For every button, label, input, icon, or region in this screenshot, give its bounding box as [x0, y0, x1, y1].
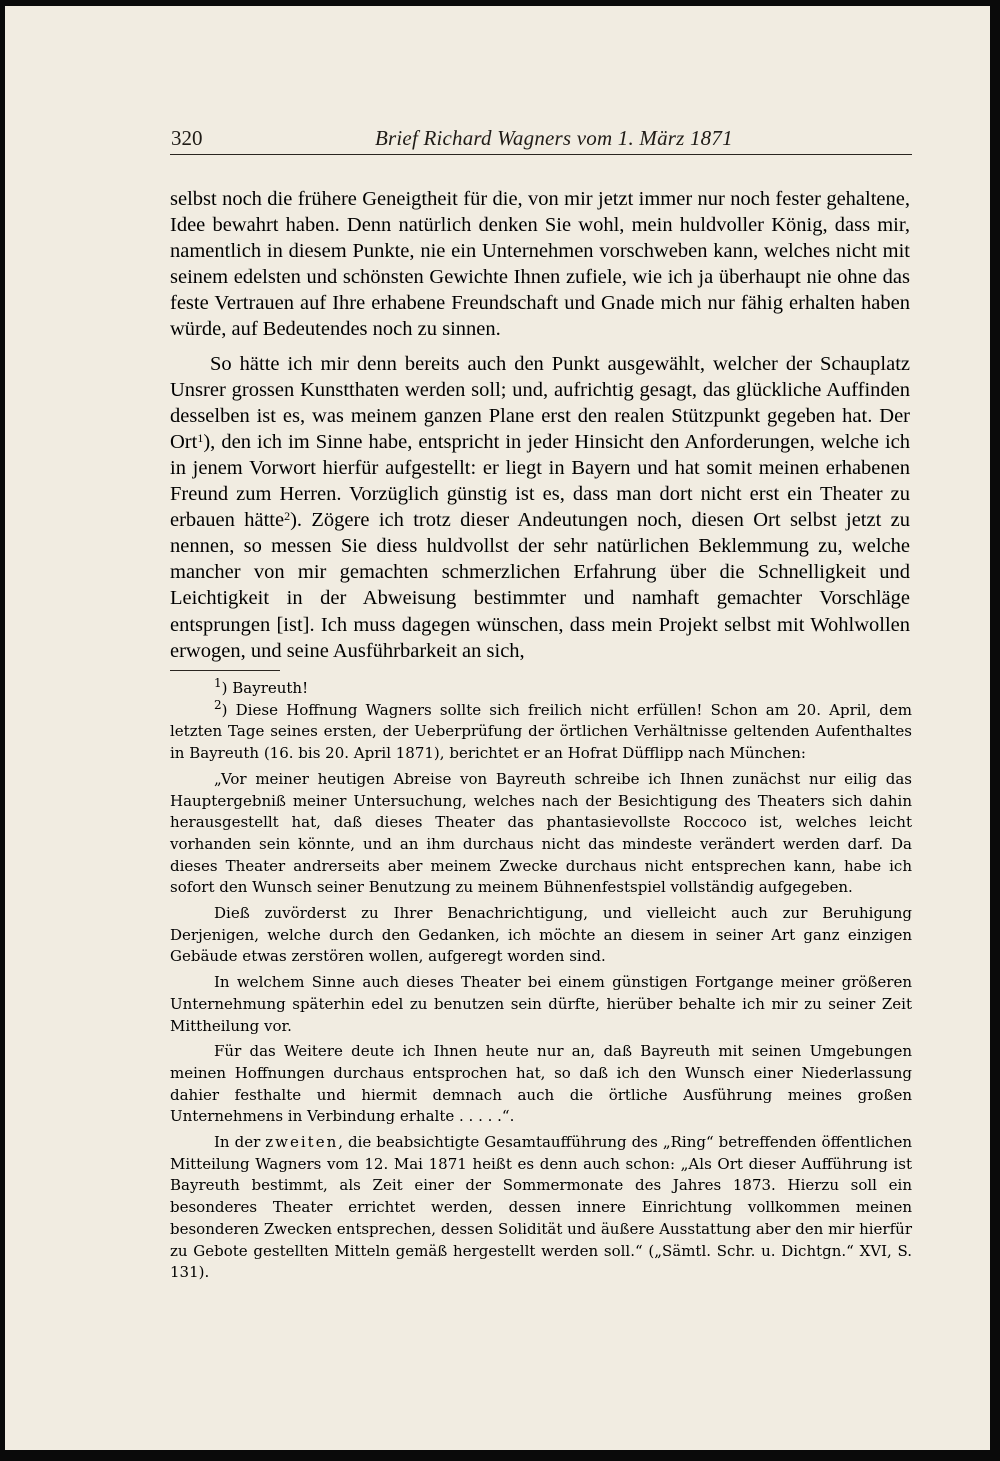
main-text	[170, 186, 910, 664]
footnote-quote-paragraph: Dieß zuvörderst zu Ihrer Benachrichtigung, und vielleicht auch zur Beruhigung Derjenigen, welche durch den Gedanken, ich möchte an diesem in seiner Art ganz einzigen Gebäude etwas zerstören wollen, aufgeregt worden sind.	[170, 904, 912, 966]
footnote-text: In der	[214, 1133, 266, 1152]
paragraph-text: So hätte ich mir denn bereits auch den Punkt ausgewählt, welcher der Schauplatz Unsrer grossen Kunstthaten werden soll; und, aufrichtig gesagt, das glückliche Auffinden desselben ist es, was meinem ganzen Plane erst den realen Stützpunkt gegeben hat. Der Ort	[170, 352, 910, 453]
footnote-paragraph	[170, 1132, 912, 1284]
footnote-text: ) Diese Hoffnung Wagners sollte sich freilich nicht erfüllen! Schon am 20. April, dem letzten Tage seines ersten, der Ueberprüfung der örtlichen Verhältnisse geltenden Aufenthaltes in Bayreuth (16. bis 20. April 1871), berichtet er an Hofrat Düfflipp nach München:	[170, 700, 912, 763]
footnote-text: , die beabsichtigte Gesamtaufführung des „Ring“ betreffenden öffentlichen Mitteilung Wagners vom 12. Mai 1871 heißt es denn auch schon: „Als Ort dieser Aufführung ist Bayreuth bestimmt, als Zeit einer der Sommermonate des Jahres 1873. Hierzu soll ein besonderes Theater errichtet werden, dessen innere Einrichtung vollkommen meinen besonderen Zwecken entsprechen, dessen Solidität und äußere Ausstattung aber den mir hierfür zu Gebote gestellten Mitteln gemäß hergestellt werden soll.“ („Sämtl. Schr. u. Dichtgn.“ XVI, S. 131).	[170, 1133, 912, 1282]
paragraph-text: ). Zögere ich trotz dieser Andeutungen noch, diesen Ort selbst jetzt zu nennen, so messen Sie diess huldvollst der sehr natürlichen Beklemmung zu, welche mancher von mir gemachten schmerzlichen Erfahrung über die Schnelligkeit und Leichtigkeit in der Abweisung bestimmter und namhaft gemachter Vorschläge entsprungen [ist]. Ich muss dagegen wünschen, dass mein Projekt selbst mit Wohlwollen erwogen, und seine Ausführbarkeit an sich,	[170, 509, 911, 662]
footnote	[170, 697, 912, 765]
page-number: 320	[171, 126, 203, 150]
paragraph: selbst noch die frühere Geneigtheit für die, von mir jetzt immer nur noch fester gehaltene, Idee bewahrt haben. Denn natürlich denken Sie wohl, mein huldvoller König, dass mir, namentlich in diesem Punkte, nie ein Unternehmen vorschweben kann, welches nicht mit seinem edelsten und schönsten Gewichte Ihnen zufiele, wie ich ja überhaupt nie ohne das feste Vertrauen auf Ihre erhabene Freundschaft und Gnade mich nur fähig erhalten haben würde, auf Bedeutendes noch zu sinnen.	[170, 188, 910, 341]
emphasized-word: zweiten	[265, 1133, 339, 1152]
footnote-marker: 1	[214, 676, 222, 690]
running-title: Brief Richard Wagners vom 1. März 1871	[375, 126, 733, 150]
footnote-rule	[170, 670, 280, 671]
footnote-reference: 2	[284, 509, 291, 524]
paragraph-text: ), den ich im Sinne habe, entspricht in jeder Hinsicht den Anforderungen, welche ich in jenem Vorwort hierfür aufgestellt: er liegt in Bayern und hat somit meinen erhabenen Freund zum Herren. Vorzüglich günstig ist es, dass man dort nicht erst ein Theater zu erbauen hätte	[170, 430, 910, 532]
footnote-quote-paragraph: In welchem Sinne auch dieses Theater bei einem günstigen Fortgange meiner größeren Unternehmung späterhin edel zu benutzen sein dürfte, hierüber behalte ich mir zu seiner Zeit Mittheilung vor.	[170, 973, 912, 1035]
footnote-text: ) Bayreuth!	[221, 679, 309, 697]
running-header	[170, 122, 912, 155]
paragraph	[170, 351, 910, 664]
footnote-marker: 2	[214, 697, 222, 712]
footnote-quote-paragraph: „Vor meiner heutigen Abreise von Bayreuth schreibe ich Ihnen zunächst nur eilig das Hauptergebniß meiner Untersuchung, welches nach der Besichtigung des Theaters sich dahin herausgestellt hat, daß dieses Theater das phantasievollste Roccoco ist, welches leicht vorhanden sein könnte, und an ihm durchaus nicht das mindeste verändert werden darf. Da dieses Theater andrerseits aber meinem Zwecke durchaus nicht entsprechen kann, habe ich sofort den Wunsch seiner Benutzung zu meinem Bühnenfestspiel vollständig aufgegeben.	[170, 769, 912, 897]
footnote	[170, 678, 912, 700]
footnote-quote-paragraph: Für das Weitere deute ich Ihnen heute nur an, daß Bayreuth mit seinen Umgebungen meinen Hoffnungen durchaus entsprochen hat, so daß ich den Wunsch einer Niederlassung dahier festhalte und hiermit demnach auch die örtliche Ausführung meines großen Unternehmens in Verbindung erhalte . . . . .“.	[170, 1042, 912, 1126]
footnote-reference: 1	[197, 430, 204, 445]
footnotes	[170, 678, 912, 1284]
